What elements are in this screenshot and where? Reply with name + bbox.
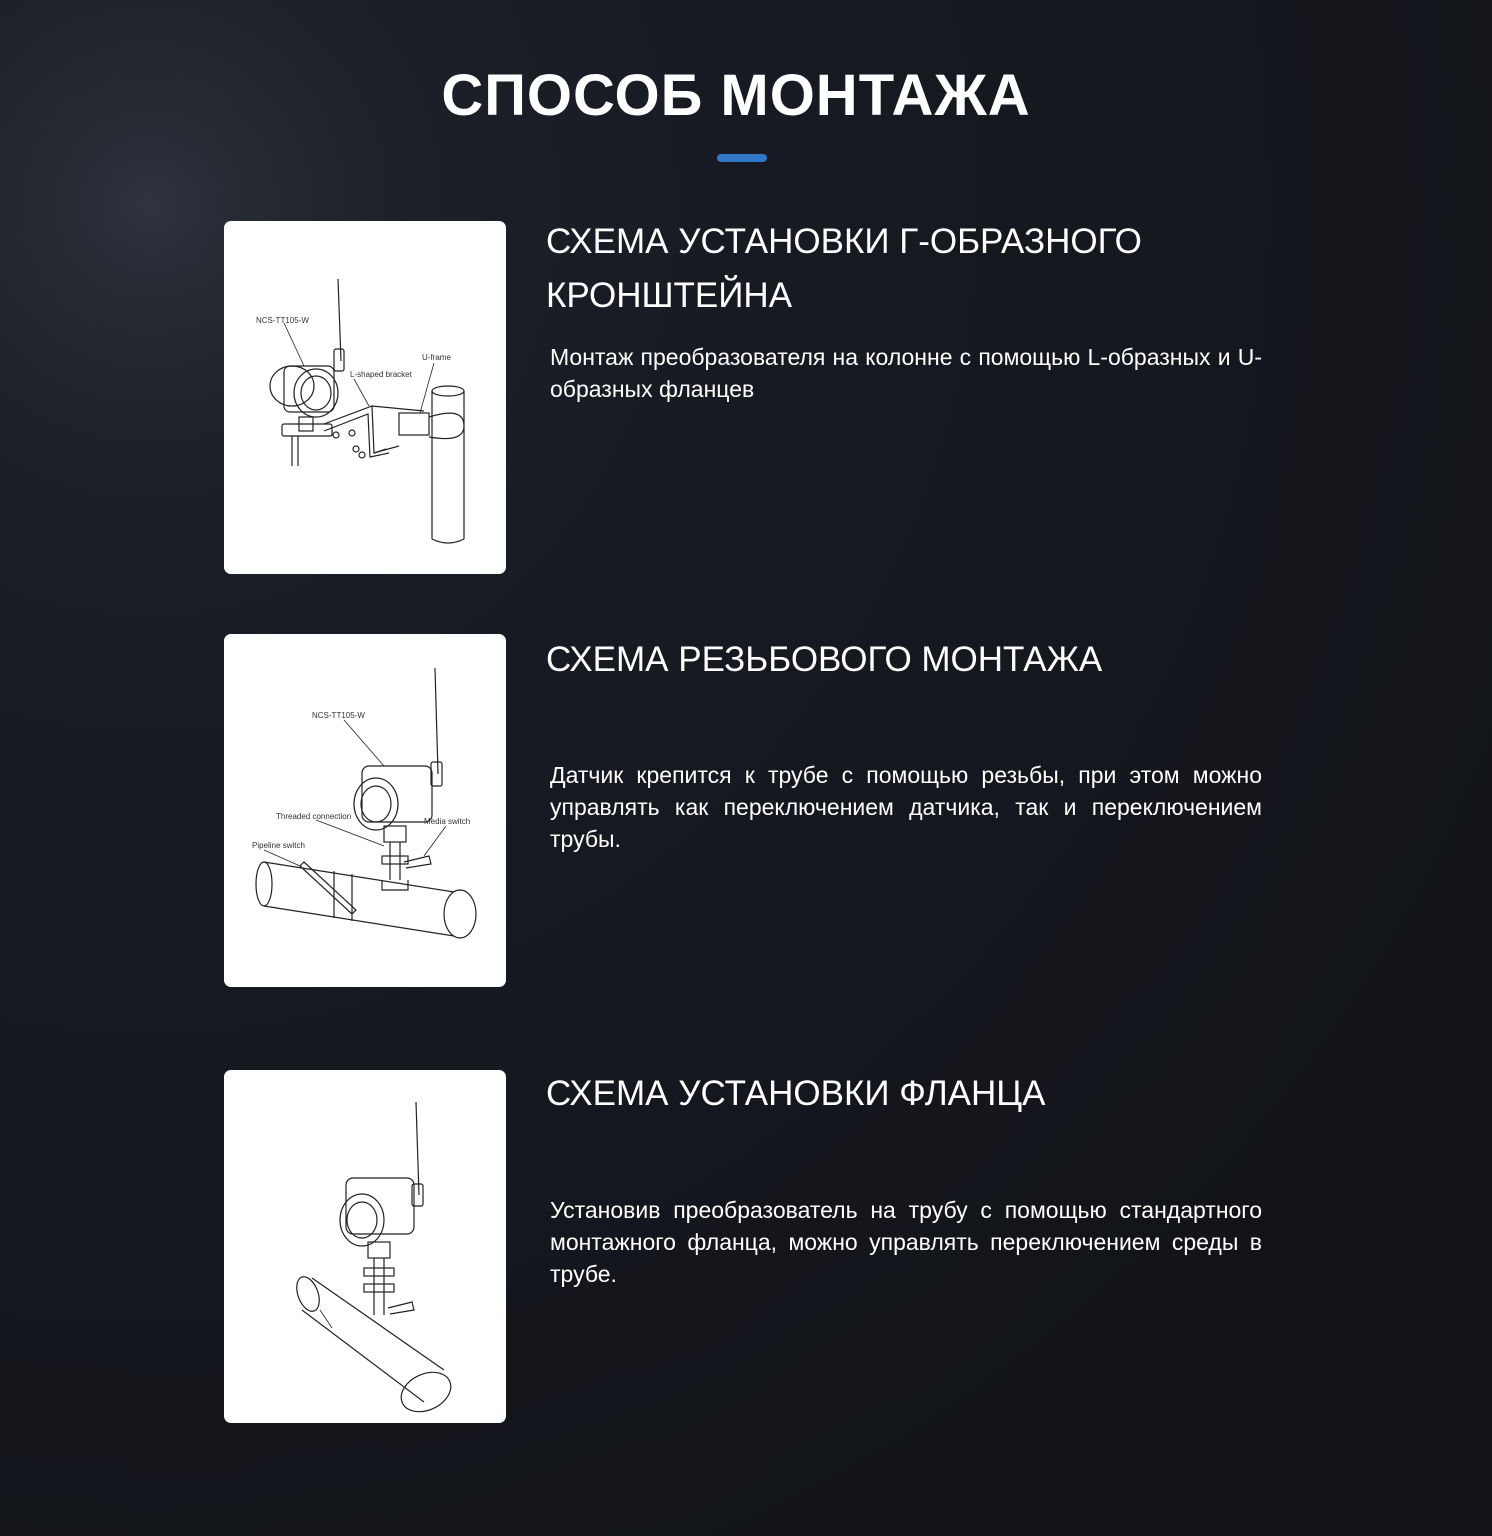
- l-bracket-diagram: [224, 221, 506, 574]
- threaded-diagram: [224, 634, 506, 987]
- section-title-l-bracket: СХЕМА УСТАНОВКИ Г-ОБРАЗНОГО КРОНШТЕЙНА: [546, 222, 1142, 315]
- section-title-flange: СХЕМА УСТАНОВКИ ФЛАНЦА: [546, 1074, 1046, 1113]
- section-description-flange: Установив преобразователь на трубу с помощью стандартного монтажного фланца, можно управлять переключением среды в трубе.: [550, 1197, 1262, 1287]
- flange-diagram: [224, 1070, 506, 1423]
- diagram-label-model: NCS-TT105-W: [312, 711, 365, 720]
- section-description-threaded: Датчик крепится к трубе с помощью резьбы, при этом можно управлять как переключением датчика, так и переключением трубы.: [550, 762, 1262, 852]
- section-description-l-bracket: Монтаж преобразователя на колонне с помощью L-образных и U-образных фланцев: [550, 344, 1262, 402]
- diagram-label-threaded: Threaded connection: [276, 812, 352, 821]
- flange-diagram-card: [224, 1070, 506, 1423]
- diagram-label-frame: U-frame: [422, 353, 451, 362]
- diagram-label-model: NCS-TT105-W: [256, 316, 309, 325]
- section-title-threaded: СХЕМА РЕЗЬБОВОГО МОНТАЖА: [546, 640, 1103, 679]
- page-title: СПОСОБ МОНТАЖА: [441, 63, 1031, 128]
- threaded-diagram-card: [224, 634, 506, 987]
- l-bracket-diagram-card: [224, 221, 506, 574]
- diagram-label-bracket: L-shaped bracket: [350, 370, 412, 379]
- title-accent-bar: [717, 154, 767, 162]
- diagram-label-media: Media switch: [424, 817, 471, 826]
- diagram-label-pipeline: Pipeline switch: [252, 841, 305, 850]
